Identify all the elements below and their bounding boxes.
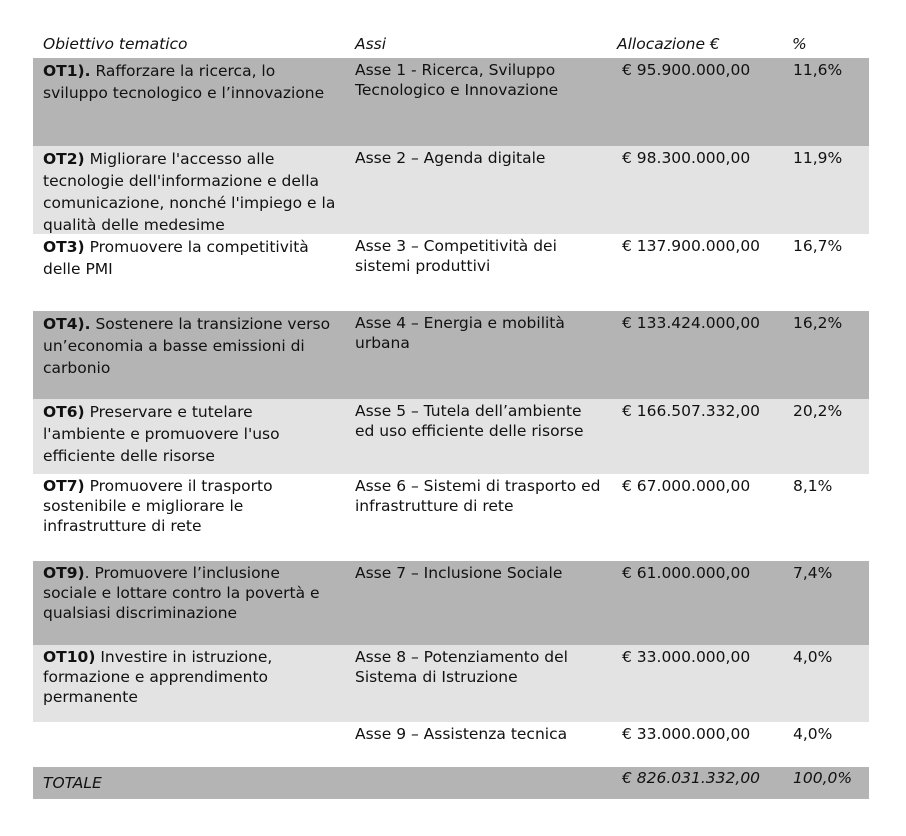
objective-cell: OT3) Promuovere la competitività delle PMI [43, 238, 309, 278]
allocation-cell: € 33.000.000,00 [622, 648, 751, 666]
table-row [33, 474, 869, 561]
percent-cell: 4,0% [793, 648, 833, 666]
header-percent: % [792, 35, 807, 53]
percent-cell: 11,9% [793, 149, 843, 167]
table-row [33, 146, 869, 234]
objective-cell: OT2) Migliorare l'accesso alle tecnologie dell'informazione e della comunicazione, nonché l'impiego e la qualità delle medesime [43, 150, 336, 234]
percent-cell: 8,1% [793, 477, 833, 495]
objective-cell: OT9). Promuovere l’inclusione sociale e lottare contro la povertà e qualsiasi discriminazione [43, 564, 320, 622]
total-allocation: € 826.031.332,00 [622, 769, 761, 787]
header-allocation: Allocazione € [617, 35, 720, 53]
table-row [33, 399, 869, 474]
axis-cell: Asse 1 - Ricerca, Sviluppo Tecnologico e Innovazione [355, 61, 559, 99]
allocation-cell: € 133.424.000,00 [622, 314, 761, 332]
allocation-cell: € 95.900.000,00 [622, 61, 751, 79]
axis-cell: Asse 9 – Assistenza tecnica [355, 725, 568, 743]
allocation-cell: € 166.507.332,00 [622, 402, 761, 420]
objective-cell: OT4). Sostenere la transizione verso un’economia a basse emissioni di carbonio [43, 315, 331, 377]
allocation-cell: € 61.000.000,00 [622, 564, 751, 582]
table-row [33, 645, 869, 722]
table-row [33, 234, 869, 311]
table-row [33, 58, 869, 146]
axis-cell: Asse 5 – Tutela dell’ambiente ed uso efficiente delle risorse [355, 402, 584, 440]
objective-cell: OT6) Preservare e tutelare l'ambiente e promuovere l'uso efficiente delle risorse [43, 403, 280, 465]
allocation-cell: € 98.300.000,00 [622, 149, 751, 167]
allocation-cell: € 67.000.000,00 [622, 477, 751, 495]
axis-cell: Asse 6 – Sistemi di trasporto ed infrastrutture di rete [355, 477, 601, 515]
allocation-cell: € 33.000.000,00 [622, 725, 751, 743]
allocation-cell: € 137.900.000,00 [622, 237, 761, 255]
header-axes: Assi [355, 35, 387, 53]
table-row [33, 722, 869, 767]
percent-cell: 4,0% [793, 725, 833, 743]
header-objective: Obiettivo tematico [43, 35, 188, 53]
percent-cell: 16,2% [793, 314, 843, 332]
table-row [33, 311, 869, 399]
axis-cell: Asse 3 – Competitività dei sistemi produttivi [355, 237, 557, 275]
axis-cell: Asse 8 – Potenziamento del Sistema di Istruzione [355, 648, 568, 686]
axis-cell: Asse 2 – Agenda digitale [355, 149, 546, 167]
percent-cell: 7,4% [793, 564, 833, 582]
percent-cell: 11,6% [793, 61, 843, 79]
table-row [33, 561, 869, 645]
percent-cell: 16,7% [793, 237, 843, 255]
total-row [33, 767, 869, 799]
total-percent: 100,0% [793, 769, 853, 787]
axis-cell: Asse 4 – Energia e mobilità urbana [355, 314, 565, 352]
total-label: TOTALE [43, 774, 102, 792]
percent-cell: 20,2% [793, 402, 843, 420]
objective-cell: OT10) Investire in istruzione, formazione e apprendimento permanente [43, 648, 273, 706]
objective-cell: OT1). Rafforzare la ricerca, lo sviluppo tecnologico e l’innovazione [43, 62, 325, 102]
objective-cell: OT7) Promuovere il trasporto sostenibile e migliorare le infrastrutture di rete [43, 477, 273, 535]
axis-cell: Asse 7 – Inclusione Sociale [355, 564, 563, 582]
